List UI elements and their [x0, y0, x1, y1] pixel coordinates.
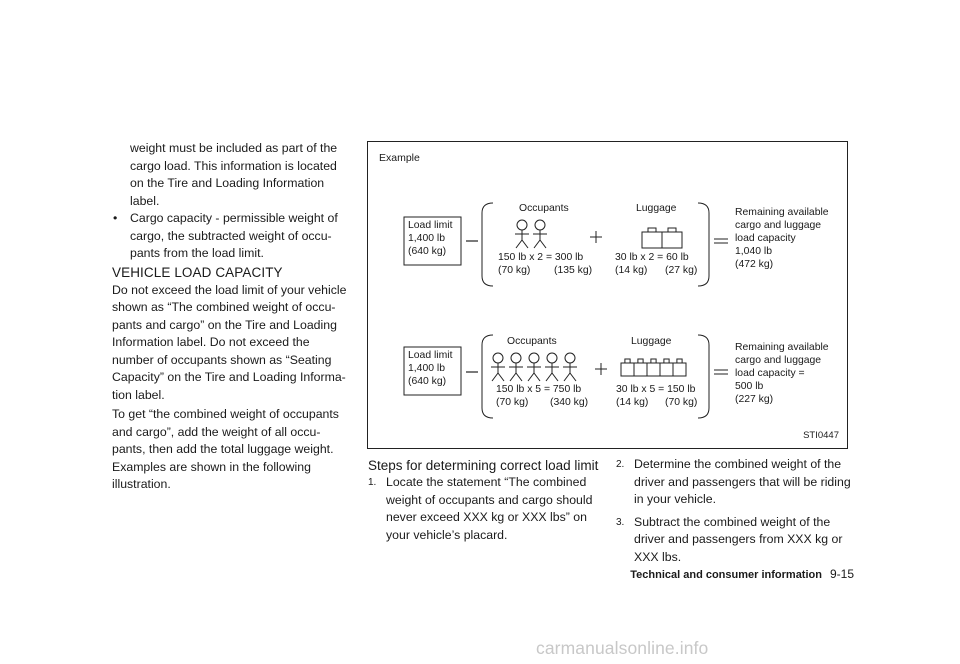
- left-bracket-icon: [482, 335, 493, 418]
- luggage-icon: [621, 359, 634, 376]
- text-line: shown as “The combined weight of occu-: [112, 300, 336, 314]
- text-line: Remaining available: [735, 207, 829, 218]
- person-icon: [545, 353, 559, 381]
- text-line: Capacity” on the Tire and Loading Informa-: [112, 370, 346, 384]
- text-line: Subtract the combined weight of the: [634, 514, 831, 529]
- luggage-icons-group: [642, 228, 682, 248]
- luggage-total-kg: (27 kg): [665, 265, 698, 276]
- text-line: load capacity: [735, 233, 796, 244]
- text-line: cargo, the subtracted weight of occu-: [130, 228, 332, 243]
- text-line: cargo and luggage: [735, 220, 822, 231]
- luggage-label: Luggage: [631, 336, 672, 347]
- step-item: [368, 474, 604, 544]
- text-line: (227 kg): [735, 394, 774, 405]
- step-number: 2.: [616, 459, 625, 470]
- text-line: Load limit: [408, 220, 453, 231]
- text-line: Determine the combined weight of the: [634, 457, 842, 471]
- luggage-icons-group: [621, 359, 686, 376]
- text-line: Cargo capacity - permissible weight of: [130, 211, 338, 225]
- text-line: load capacity =: [735, 368, 805, 379]
- left-column: [112, 140, 350, 496]
- load-limit-label: [408, 349, 452, 388]
- text-line: tion label.: [112, 387, 165, 402]
- text-line: (640 kg): [408, 376, 447, 387]
- occupant-icons-group: [515, 220, 547, 248]
- text-line: weight must be included as part of the: [130, 141, 338, 155]
- continued-bullet-text: [112, 140, 350, 210]
- bullet-cargo-capacity: [112, 210, 350, 263]
- plus-icon: [595, 363, 607, 375]
- occupants-label: Occupants: [507, 336, 557, 347]
- person-icon: [527, 353, 541, 381]
- luggage-weight-calc: 30 lb x 2 = 60 lb: [615, 252, 689, 263]
- text-line: and cargo”, add the weight of all occu-: [112, 424, 321, 439]
- step-number: 1.: [368, 477, 377, 488]
- person-icon: [563, 353, 577, 381]
- text-line: pants and cargo” on the Tire and Loading: [112, 317, 337, 332]
- bullet-icon: •: [113, 211, 118, 225]
- remaining-capacity-label: [735, 341, 829, 406]
- text-line: Remaining available: [735, 342, 829, 353]
- person-icon: [491, 353, 505, 381]
- person-icon: [533, 220, 547, 248]
- text-line: in your vehicle.: [634, 492, 717, 506]
- load-example-figure: [367, 141, 848, 449]
- text-line: label.: [130, 193, 160, 208]
- paragraph-load-limit: [112, 282, 350, 405]
- watermark: carmanualsonline.info: [536, 638, 709, 658]
- luggage-icon: [673, 359, 686, 376]
- equals-icon: [714, 370, 728, 374]
- occupants-weight-calc: 150 lb x 5 = 750 lb: [496, 384, 582, 395]
- luggage-icon: [662, 228, 682, 248]
- person-icon: [515, 220, 529, 248]
- text-line: Locate the statement “The combined: [386, 475, 587, 489]
- step-number: 3.: [616, 516, 625, 528]
- section-heading: VEHICLE LOAD CAPACITY: [112, 264, 283, 280]
- figure-code: STI0447: [803, 430, 839, 441]
- text-line: Do not exceed the load limit of your vehicle: [112, 282, 347, 297]
- remaining-capacity-label: [735, 206, 829, 271]
- text-line: (640 kg): [408, 246, 447, 257]
- text-line: cargo load. This information is located: [130, 158, 337, 173]
- paragraph-combined-weight: [112, 406, 350, 494]
- text-line: never exceed XXX kg or XXX lbs” on: [386, 510, 587, 524]
- occupants-total-kg: (135 kg): [554, 265, 593, 276]
- luggage-total-kg: (70 kg): [665, 397, 698, 408]
- luggage-label: Luggage: [636, 203, 677, 214]
- equals-icon: [714, 239, 728, 243]
- text-line: 1,400 lb: [408, 233, 445, 244]
- luggage-weight-kg: (14 kg): [615, 265, 648, 276]
- luggage-icon: [647, 359, 660, 376]
- luggage-weight-kg: (14 kg): [616, 397, 649, 408]
- load-limit-label: [408, 219, 452, 258]
- page-footer: [622, 567, 854, 581]
- text-line: driver and passengers from XXX kg or: [634, 532, 843, 546]
- left-bracket-icon: [482, 203, 493, 286]
- steps-column-left: [368, 474, 604, 549]
- text-line: XXX lbs.: [634, 549, 682, 564]
- right-bracket-icon: [698, 335, 709, 418]
- occupant-weight-kg: (70 kg): [498, 265, 531, 276]
- luggage-icon: [634, 359, 647, 376]
- text-line: on the Tire and Loading Information: [130, 176, 325, 190]
- text-line: pants from the load limit.: [130, 246, 264, 260]
- luggage-icon: [660, 359, 673, 376]
- text-line: 1,400 lb: [408, 363, 445, 374]
- text-line: illustration.: [112, 477, 171, 491]
- text-line: To get “the combined weight of occupants: [112, 407, 339, 421]
- step-item: [616, 456, 854, 509]
- figure-title: Example: [379, 152, 420, 164]
- text-line: cargo and luggage: [735, 355, 822, 366]
- text-line: (472 kg): [735, 259, 774, 270]
- text-line: 1,040 lb: [735, 246, 772, 257]
- text-line: Information label. Do not exceed the: [112, 335, 310, 349]
- steps-column-right: [616, 456, 854, 571]
- occupants-weight-calc: 150 lb x 2 = 300 lb: [498, 252, 584, 263]
- step-item: [616, 514, 854, 567]
- plus-icon: [590, 231, 602, 243]
- text-line: weight of occupants and cargo should: [386, 492, 593, 507]
- luggage-weight-calc: 30 lb x 5 = 150 lb: [616, 384, 696, 395]
- text-line: pants, then add the total luggage weight.: [112, 442, 334, 456]
- occupant-icons-group: [491, 353, 577, 381]
- occupant-weight-kg: (70 kg): [496, 397, 529, 408]
- occupants-total-kg: (340 kg): [550, 397, 589, 408]
- text-line: number of occupants shown as “Seating: [112, 352, 332, 367]
- occupants-label: Occupants: [519, 203, 569, 214]
- text-line: driver and passengers that will be riding: [634, 474, 851, 489]
- text-line: 500 lb: [735, 381, 764, 392]
- text-line: Load limit: [408, 350, 453, 361]
- right-bracket-icon: [698, 203, 709, 286]
- text-line: Examples are shown in the following: [112, 459, 311, 474]
- footer-section-title: Technical and consumer information: [630, 569, 822, 581]
- page-number: 9-15: [829, 567, 854, 581]
- person-icon: [509, 353, 523, 381]
- luggage-icon: [642, 228, 662, 248]
- steps-heading: Steps for determining correct load limit: [368, 458, 599, 473]
- text-line: your vehicle’s placard.: [386, 527, 508, 542]
